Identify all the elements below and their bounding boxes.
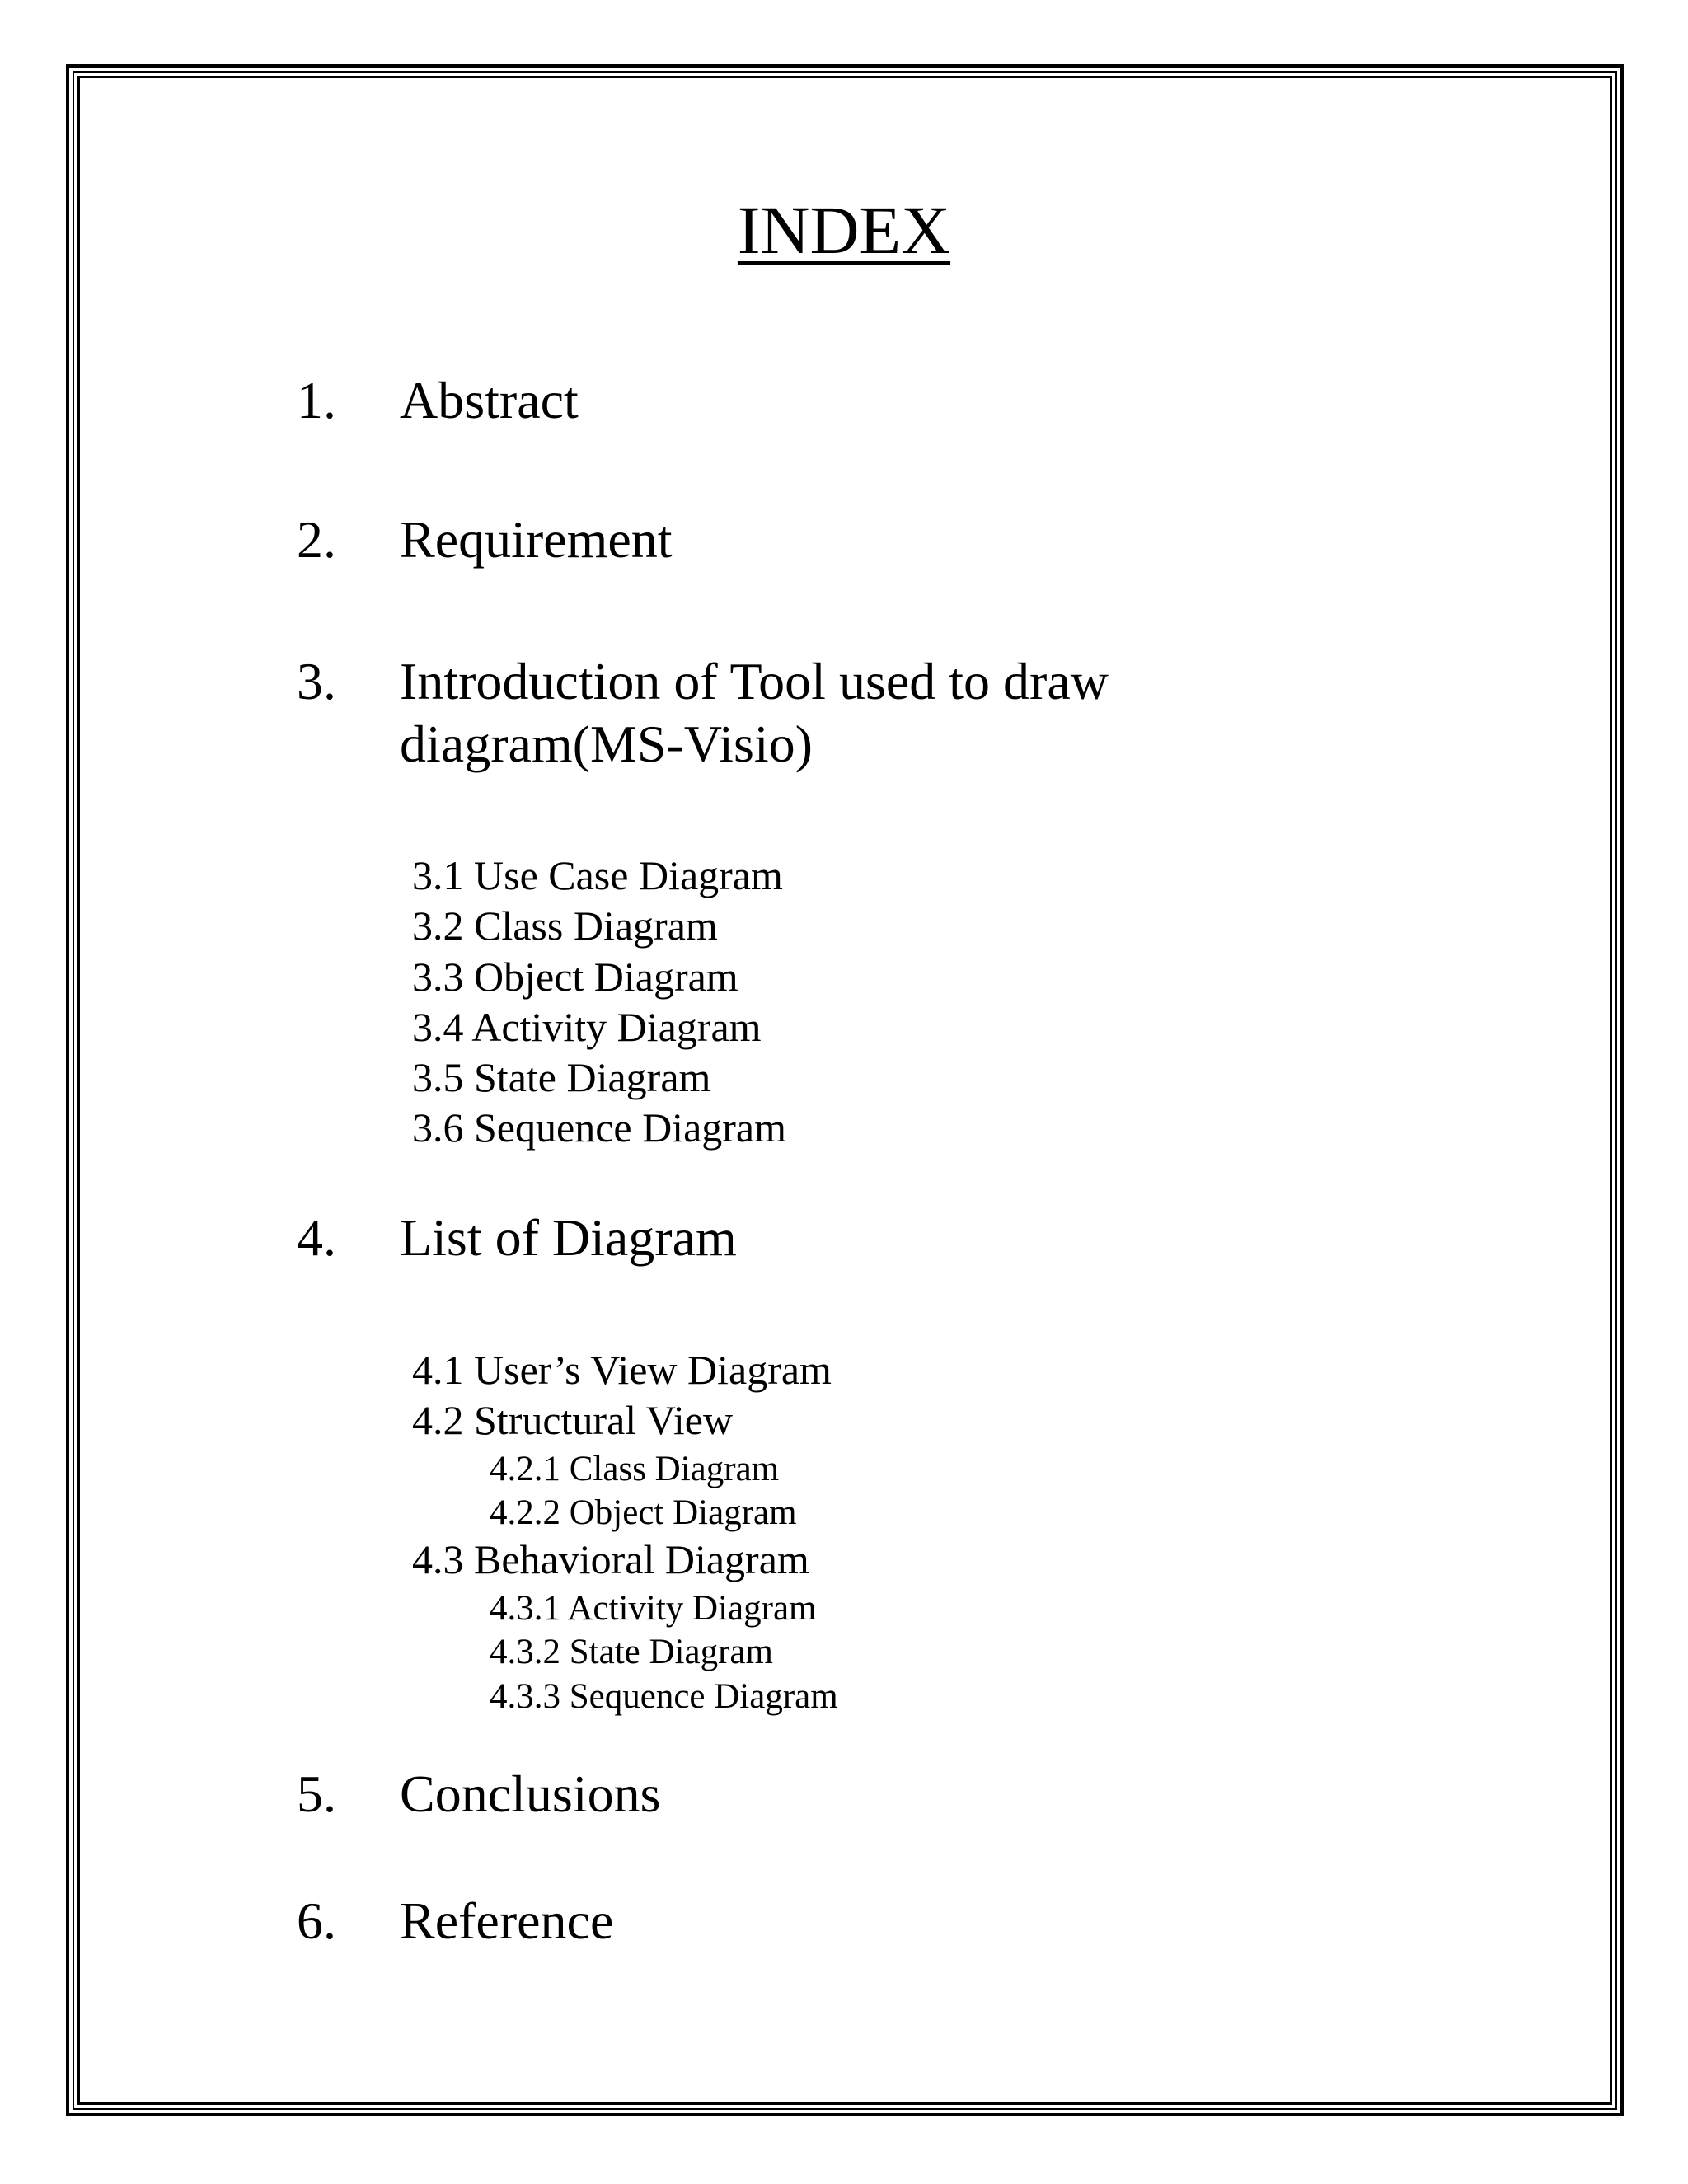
index-item-label: Abstract	[400, 371, 579, 429]
index-item-number: 6.	[297, 1891, 336, 1950]
index-subitem: 3.4 Activity Diagram	[412, 1004, 762, 1050]
index-subsubitem: 4.3.2 State Diagram	[490, 1633, 773, 1671]
index-item-label: Requirement	[400, 510, 673, 569]
index-subitem: 3.1 Use Case Diagram	[412, 852, 783, 898]
index-item-label: Introduction of Tool used to draw diagram(MS-Visio)	[400, 652, 1109, 773]
index-subsubitem: 4.3.1 Activity Diagram	[490, 1589, 817, 1628]
index-subitem: 4.1 User’s View Diagram	[412, 1347, 832, 1393]
page-title-text: INDEX	[737, 192, 951, 268]
index-subitem: 4.3 Behavioral Diagram	[412, 1536, 809, 1582]
index-item-number: 1.	[297, 371, 336, 429]
index-item-label: Reference	[400, 1891, 614, 1950]
index-item-number: 3.	[297, 652, 336, 710]
index-subitem: 3.2 Class Diagram	[412, 902, 718, 949]
index-item-label: Conclusions	[400, 1765, 661, 1823]
index-subitem: 3.6 Sequence Diagram	[412, 1104, 787, 1151]
index-item-number: 5.	[297, 1765, 336, 1823]
index-subsubitem: 4.2.2 Object Diagram	[490, 1493, 797, 1532]
index-item-number: 4.	[297, 1208, 336, 1267]
index-subitem: 3.3 Object Diagram	[412, 954, 738, 1000]
index-item-number: 2.	[297, 510, 336, 569]
page-title	[0, 192, 1688, 268]
index-subitem: 3.5 State Diagram	[412, 1054, 711, 1100]
index-subsubitem: 4.3.3 Sequence Diagram	[490, 1677, 838, 1716]
index-item-label: List of Diagram	[400, 1208, 737, 1267]
index-subsubitem: 4.2.1 Class Diagram	[490, 1450, 780, 1488]
index-subitem: 4.2 Structural View	[412, 1397, 734, 1443]
